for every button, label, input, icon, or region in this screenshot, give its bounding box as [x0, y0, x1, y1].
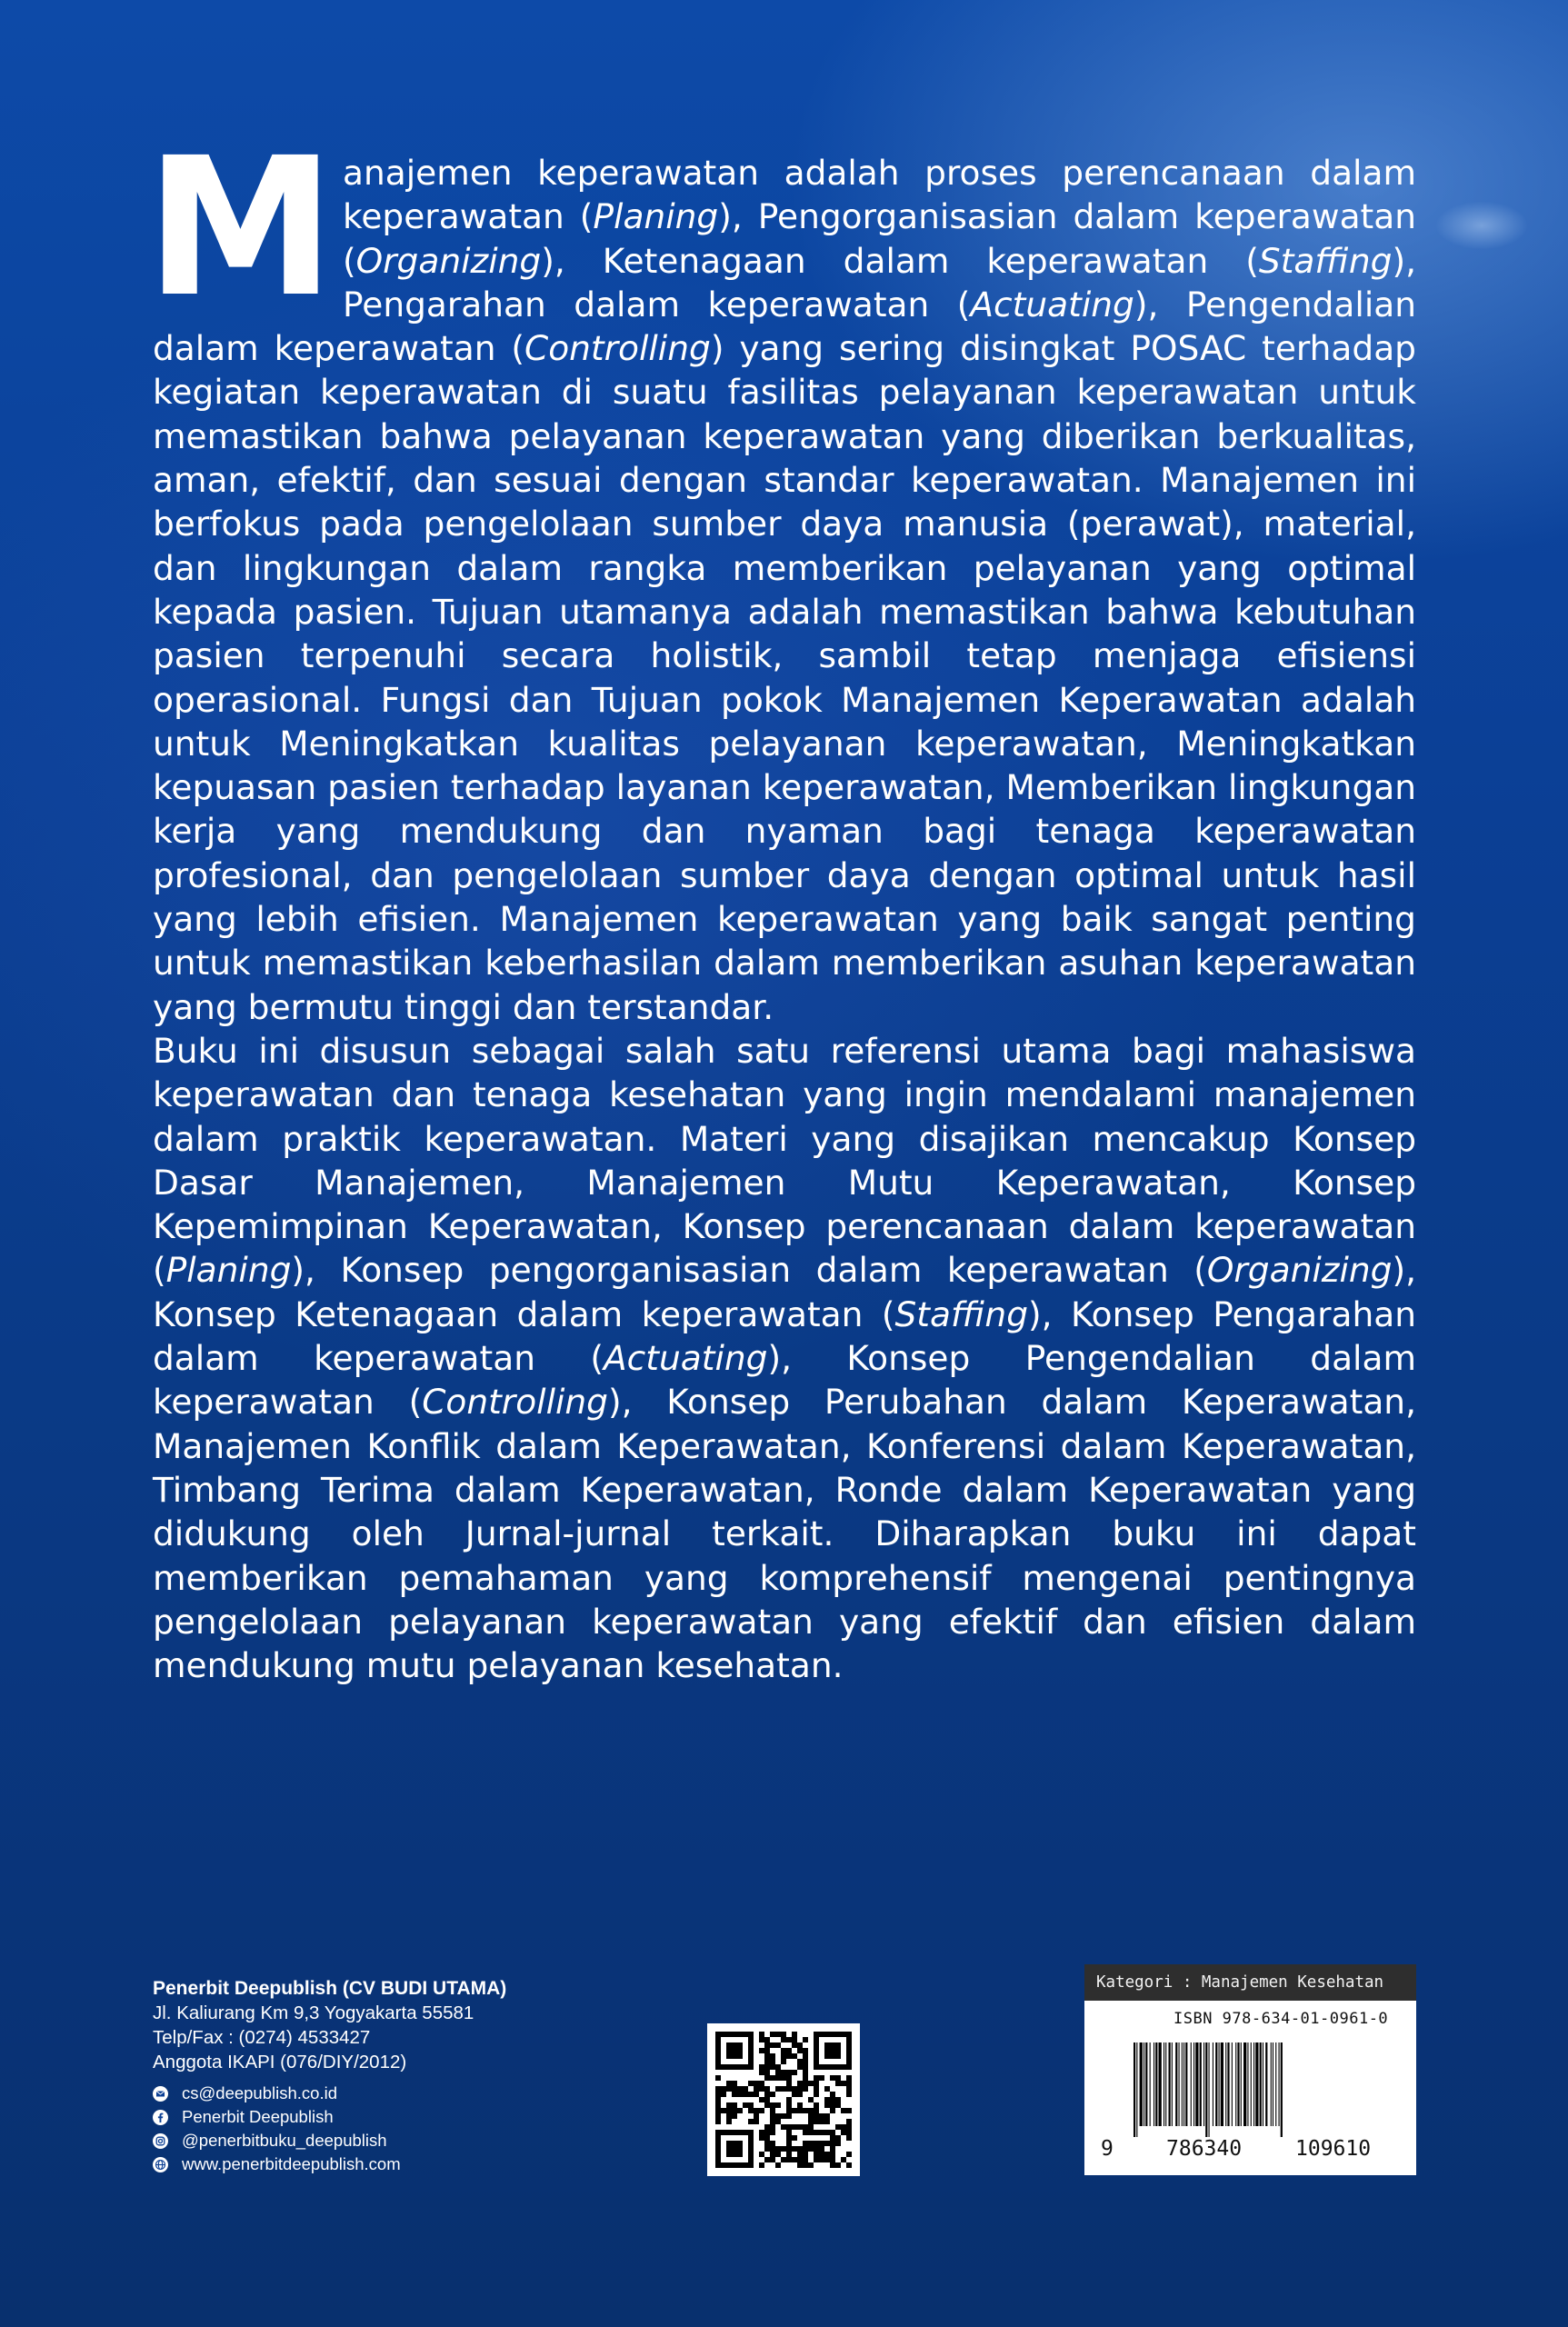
italic-term: Controlling [524, 328, 711, 369]
light-glare [1436, 202, 1527, 249]
italic-term: Organizing [1206, 1250, 1393, 1291]
text-run: ), Konsep pengorganisasian dalam keperawatan ( [291, 1250, 1207, 1291]
contact-website [153, 2152, 401, 2176]
text-run: ), Konsep Pengendalian dalam keperawatan ( [153, 1338, 1416, 1423]
publisher-ikapi: Anggota IKAPI (076/DIY/2012) [153, 2052, 407, 2072]
text-run: ), Konsep Pengarahan dalam keperawatan ( [153, 1293, 1416, 1379]
qr-code [707, 2023, 860, 2176]
drop-cap: M [145, 116, 335, 339]
contact-instagram-text: @penerbitbuku_deepublish [182, 2131, 387, 2150]
italic-term: Organizing [355, 240, 542, 281]
italic-term: Planing [593, 196, 719, 237]
isbn-barcode-box [1084, 1964, 1416, 2175]
publisher-name: Penerbit Deepublish (CV BUDI UTAMA) [153, 1978, 507, 1999]
contact-email [153, 2082, 401, 2105]
qr-code-graphic [707, 2023, 860, 2176]
italic-term: Actuating [604, 1338, 768, 1379]
italic-term: Actuating [970, 284, 1134, 325]
barcode-bars [1134, 2042, 1379, 2137]
contact-website-text: www.penerbitdeepublish.com [182, 2154, 401, 2173]
blurb-paragraph-2 [153, 1029, 1416, 1687]
contact-list [153, 2082, 401, 2176]
barcode-digits-left: 786340 [1166, 2137, 1243, 2161]
globe-icon [153, 2157, 168, 2172]
contact-instagram [153, 2129, 401, 2152]
email-icon [153, 2086, 168, 2102]
barcode-digits-right: 109610 [1295, 2137, 1372, 2161]
instagram-icon [153, 2133, 168, 2149]
publisher-phone: Telp/Fax : (0274) 4533427 [153, 2027, 371, 2048]
category-label: Kategori : Manajemen Kesehatan [1084, 1964, 1416, 2001]
text-run: ), Pengorganisasian dalam keperawatan ( [342, 196, 1417, 281]
text-run: Buku ini disusun sebagai salah satu referensi utama bagi mahasiswa keperawatan dan tenaga kesehatan yang ingin mendalami manajemen dalam praktik keperawatan. Materi yang disajikan mencakup Konsep Dasar Manajemen, Manajemen Mutu Keperawatan, Konsep Kepemimpinan Keperawatan, Konsep perencanaan dalam keperawatan ( [153, 1030, 1416, 1291]
contact-email-text: cs@deepublish.co.id [182, 2083, 337, 2102]
italic-term: Controlling [422, 1382, 608, 1423]
barcode-body [1084, 2001, 1416, 2175]
back-cover-blurb [145, 116, 1417, 1687]
text-run: ) yang sering disingkat POSAC terhadap kegiatan keperawatan di suatu fasilitas pelayanan keperawatan untuk memastikan bahwa pelayanan keperawatan yang diberikan berkualitas, aman, efektif, dan sesuai dengan standar keperawatan. Manajemen ini berfokus pada pengelolaan sumber daya manusia (perawat), material, dan lingkungan dalam rangka memberikan pelayanan yang optimal kepada pasien. Tujuan utamanya adalah memastikan bahwa kebutuhan pasien terpenuhi secara holistik, sambil tetap menjaga efisiensi operasional. Fungsi dan Tujuan pokok Manajemen Keperawatan adalah untuk Meningkatkan kualitas pelayanan keperawatan, Meningkatkan kepuasan pasien terhadap layanan keperawatan, Memberikan lingkungan kerja yang mendukung dan nyaman bagi tenaga keperawatan profesional, dan pengelolaan sumber daya dengan optimal untuk hasil yang lebih efisien. Manajemen keperawatan yang baik sangat penting untuk memastikan keberhasilan dalam memberikan asuhan keperawatan yang bermutu tinggi dan terstandar. [153, 328, 1416, 1027]
italic-term: Staffing [1258, 240, 1393, 281]
publisher-info [153, 1976, 506, 2074]
contact-facebook-text: Penerbit Deepublish [182, 2107, 334, 2126]
isbn-text: ISBN 978-634-01-0961-0 [1174, 2010, 1389, 2028]
text-run: ), Ketenagaan dalam keperawatan ( [541, 240, 1259, 281]
blurb-paragraph-1 [153, 151, 1416, 1029]
text-run: anajemen keperawatan adalah proses perencanaan dalam keperawatan ( [342, 153, 1416, 237]
barcode-digit-first: 9 [1101, 2137, 1114, 2161]
text-run: ), Pengendalian dalam keperawatan ( [153, 284, 1416, 369]
publisher-address: Jl. Kaliurang Km 9,3 Yogyakarta 55581 [153, 2002, 474, 2023]
italic-term: Planing [165, 1250, 292, 1291]
facebook-icon [153, 2110, 168, 2125]
text-run: ), Pengarahan dalam keperawatan ( [342, 240, 1416, 325]
contact-facebook [153, 2105, 401, 2129]
text-run: ), Konsep Perubahan dalam Keperawatan, Manajemen Konflik dalam Keperawatan, Konferensi dalam Keperawatan, Timbang Terima dalam Keperawatan, Ronde dalam Keperawatan yang didukung oleh Jurnal-jurnal terkait. Diharapkan buku ini dapat memberikan pemahaman yang komprehensif mengenai pentingnya pengelolaan pelayanan keperawatan yang efektif dan efisien dalam mendukung mutu pelayanan kesehatan. [153, 1382, 1416, 1686]
text-run: ), Konsep Ketenagaan dalam keperawatan ( [153, 1250, 1416, 1334]
italic-term: Staffing [894, 1293, 1028, 1334]
